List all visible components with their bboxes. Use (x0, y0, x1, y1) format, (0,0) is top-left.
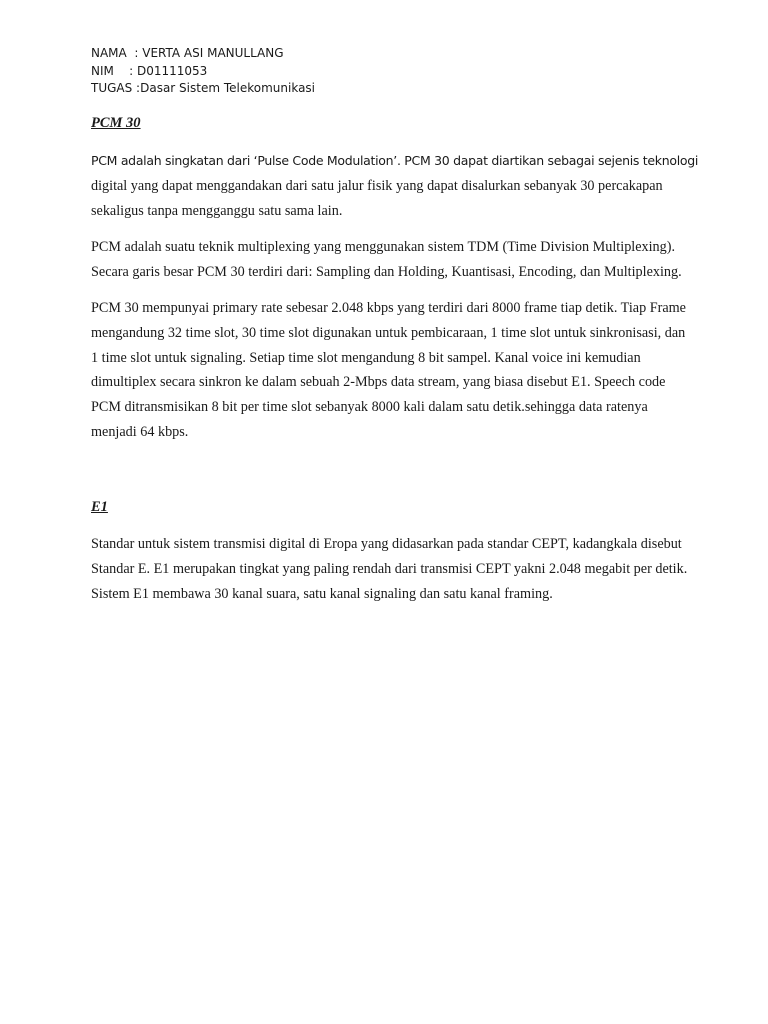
paragraph-line: 1 time slot untuk signaling. Setiap time slot mengandung 8 bit sampel. Kanal voice ini kemudian (91, 349, 641, 366)
pcm30-paragraph-1 (91, 149, 699, 223)
paragraph-line: PCM adalah suatu teknik multiplexing yang menggunakan sistem TDM (Time Division Multiplexing). (91, 239, 676, 255)
paragraph-line: menjadi 64 kbps. (91, 423, 189, 440)
paragraph-line: PCM adalah singkatan dari ‘Pulse Code Modulation’. PCM 30 dapat diartikan sebagai sejenis teknologi (91, 153, 699, 168)
paragraph-line: Sistem E1 membawa 30 kanal suara, satu kanal signaling dan satu kanal framing. (91, 585, 553, 602)
paragraph-line: PCM 30 mempunyai primary rate sebesar 2.048 kbps yang terdiri dari 8000 frame tiap detik. Tiap Frame (91, 300, 686, 316)
pcm30-heading: PCM 30 (91, 115, 141, 131)
student-name-line: NAMA : VERTA ASI MANULLANG (91, 46, 284, 60)
paragraph-line: PCM ditransmisikan 8 bit per time slot sebanyak 8000 kali dalam satu detik.sehingga data ratenya (91, 399, 648, 416)
assignment-line: TUGAS :Dasar Sistem Telekomunikasi (91, 81, 316, 95)
paragraph-line: Standar untuk sistem transmisi digital di Eropa yang didasarkan pada standar CEPT, kadangkala disebut (91, 536, 682, 552)
pcm30-paragraph-2 (91, 235, 691, 285)
e1-paragraph-1 (91, 532, 691, 606)
paragraph-line: dimultiplex secara sinkron ke dalam sebuah 2-Mbps data stream, yang biasa disebut E1. Speech code (91, 374, 666, 391)
paragraph-line: digital yang dapat menggandakan dari satu jalur fisik yang dapat disalurkan sebanyak 30 percakapan (91, 177, 663, 194)
student-nim-line: NIM : D01111053 (91, 63, 208, 78)
paragraph-line: mengandung 32 time slot, 30 time slot digunakan untuk pembicaraan, 1 time slot untuk sinkronisasi, dan (91, 324, 686, 341)
student-header (91, 45, 315, 98)
pcm30-paragraph-3 (91, 296, 691, 445)
e1-heading: E1 (91, 499, 108, 515)
paragraph-line: Secara garis besar PCM 30 terdiri dari: Sampling dan Holding, Kuantisasi, Encoding, dan Multiplexing. (91, 263, 682, 280)
paragraph-line: sekaligus tanpa mengganggu satu sama lain. (91, 202, 343, 219)
paragraph-line: Standar E. E1 merupakan tingkat yang paling rendah dari transmisi CEPT yakni 2.048 megabit per detik. (91, 560, 688, 577)
